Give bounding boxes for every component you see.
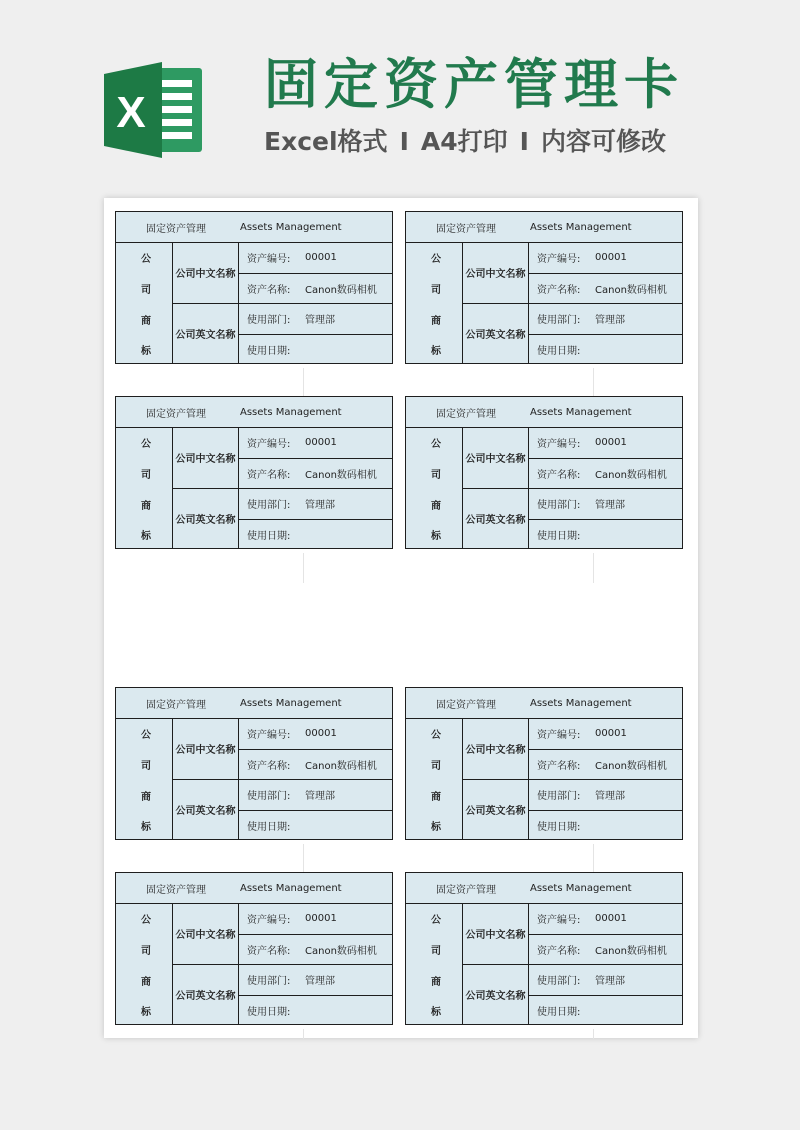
field-label: 使用部门: (537, 790, 581, 802)
card-header-cn: 固定资产管理 (436, 884, 496, 896)
company-logo-char: 标 (431, 1006, 441, 1018)
asset-field-row (537, 964, 625, 994)
field-label: 使用日期: (247, 345, 291, 357)
field-value[interactable]: Canon数码相机 (305, 945, 377, 957)
company-logo-char: 公 (431, 253, 441, 265)
company-cn-name-label: 公司中文名称 (465, 930, 526, 941)
company-logo-char: 商 (141, 315, 151, 327)
field-value[interactable]: 00001 (595, 436, 627, 448)
field-label: 资产编号: (537, 253, 581, 265)
field-label: 资产编号: (247, 729, 291, 741)
company-en-name-label: 公司英文名称 (465, 515, 526, 526)
field-label: 资产名称: (537, 469, 581, 481)
company-en-name-label: 公司英文名称 (465, 330, 526, 341)
field-label: 使用部门: (537, 314, 581, 326)
company-logo-char: 商 (141, 791, 151, 803)
asset-field-row (537, 458, 667, 488)
asset-field-row (247, 779, 335, 809)
company-cn-name-label: 公司中文名称 (175, 745, 236, 756)
card-header-en: Assets Management (530, 406, 632, 418)
sheet-gridline (593, 368, 594, 398)
field-value[interactable]: Canon数码相机 (305, 469, 377, 481)
company-logo-char: 标 (141, 1006, 151, 1018)
asset-field-row (247, 749, 377, 779)
field-label: 资产名称: (537, 284, 581, 296)
sheet-gridline (593, 1029, 594, 1039)
company-logo-char: 商 (431, 315, 441, 327)
asset-field-row (537, 779, 625, 809)
company-cn-name-label: 公司中文名称 (175, 454, 236, 465)
field-value[interactable]: 管理部 (305, 314, 335, 326)
field-label: 使用部门: (537, 975, 581, 987)
company-logo-char: 司 (431, 945, 441, 957)
asset-field-row (247, 242, 337, 272)
sheet-gridline (303, 1029, 304, 1039)
asset-field-row (537, 519, 595, 549)
card-header-en: Assets Management (530, 882, 632, 894)
company-logo-char: 公 (431, 438, 441, 450)
field-label: 资产名称: (247, 284, 291, 296)
card-header-cn: 固定资产管理 (436, 699, 496, 711)
company-cn-name-label: 公司中文名称 (175, 930, 236, 941)
field-value[interactable]: 管理部 (595, 975, 625, 987)
asset-field-row (247, 934, 377, 964)
company-logo-char: 商 (141, 976, 151, 988)
asset-card (405, 396, 683, 549)
company-logo-char: 公 (431, 914, 441, 926)
field-label: 资产名称: (247, 760, 291, 772)
card-header-en: Assets Management (240, 406, 342, 418)
asset-field-row (537, 303, 625, 333)
field-label: 资产名称: (247, 469, 291, 481)
sheet-gridline (593, 553, 594, 583)
banner (0, 0, 800, 200)
company-logo-char: 公 (141, 438, 151, 450)
field-label: 使用部门: (537, 499, 581, 511)
company-logo-char: 司 (141, 469, 151, 481)
company-logo-char: 公 (431, 729, 441, 741)
card-rule (528, 903, 529, 1024)
asset-field-row (247, 303, 335, 333)
field-value[interactable]: 管理部 (305, 975, 335, 987)
asset-field-row (537, 488, 625, 518)
excel-logo-icon (104, 62, 206, 158)
field-value[interactable]: 00001 (595, 727, 627, 739)
company-en-name-label: 公司英文名称 (465, 991, 526, 1002)
field-value[interactable]: 00001 (305, 912, 337, 924)
field-value[interactable]: 管理部 (595, 314, 625, 326)
field-label: 使用日期: (537, 530, 581, 542)
field-label: 资产编号: (247, 253, 291, 265)
field-label: 资产编号: (537, 438, 581, 450)
asset-field-row (247, 273, 377, 303)
field-value[interactable]: Canon数码相机 (595, 945, 667, 957)
field-label: 使用日期: (537, 821, 581, 833)
asset-card (115, 211, 393, 364)
company-logo-char: 司 (431, 469, 441, 481)
asset-field-row (537, 718, 627, 748)
field-label: 资产编号: (537, 729, 581, 741)
company-cn-name-label: 公司中文名称 (465, 745, 526, 756)
svg-text:X: X (116, 88, 146, 137)
sheet-gridline (593, 844, 594, 874)
company-cn-name-label: 公司中文名称 (465, 269, 526, 280)
asset-field-row (247, 718, 337, 748)
company-logo-char: 司 (141, 284, 151, 296)
asset-field-row (247, 964, 335, 994)
asset-field-row (247, 427, 337, 457)
company-logo-char: 公 (141, 729, 151, 741)
company-logo-char: 标 (431, 530, 441, 542)
sheet-gridline (303, 553, 304, 583)
field-label: 资产编号: (247, 438, 291, 450)
field-label: 资产名称: (537, 945, 581, 957)
card-header-en: Assets Management (530, 221, 632, 233)
field-value[interactable]: 管理部 (595, 499, 625, 511)
asset-field-row (537, 334, 595, 364)
company-logo-char: 标 (431, 821, 441, 833)
card-header-cn: 固定资产管理 (146, 223, 206, 235)
card-header-en: Assets Management (240, 221, 342, 233)
card-rule (238, 903, 239, 1024)
field-label: 资产编号: (247, 914, 291, 926)
company-en-name-label: 公司英文名称 (175, 991, 236, 1002)
card-rule (528, 242, 529, 363)
card-header-en: Assets Management (530, 697, 632, 709)
asset-card (405, 872, 683, 1025)
card-header-cn: 固定资产管理 (146, 408, 206, 420)
field-label: 使用日期: (247, 821, 291, 833)
subtitle-editable: 内容可修改 (540, 127, 666, 156)
field-value[interactable]: 00001 (595, 912, 627, 924)
field-value[interactable]: 管理部 (595, 790, 625, 802)
asset-field-row (537, 903, 627, 933)
field-value[interactable]: Canon数码相机 (595, 760, 667, 772)
asset-card (405, 687, 683, 840)
field-label: 使用部门: (247, 499, 291, 511)
company-cn-name-label: 公司中文名称 (175, 269, 236, 280)
company-logo-char: 商 (431, 791, 441, 803)
company-logo-char: 标 (141, 821, 151, 833)
field-value[interactable]: Canon数码相机 (595, 284, 667, 296)
company-en-name-label: 公司英文名称 (465, 806, 526, 817)
page-title: 固定资产管理卡 (264, 53, 684, 116)
asset-card (115, 687, 393, 840)
company-logo-char: 标 (141, 530, 151, 542)
field-label: 资产名称: (537, 760, 581, 772)
asset-card (405, 211, 683, 364)
field-label: 使用部门: (247, 790, 291, 802)
card-rule (238, 427, 239, 548)
asset-field-row (247, 458, 377, 488)
asset-field-row (537, 934, 667, 964)
card-header-en: Assets Management (240, 882, 342, 894)
field-value[interactable]: 管理部 (305, 790, 335, 802)
company-en-name-label: 公司英文名称 (175, 806, 236, 817)
asset-field-row (247, 810, 305, 840)
company-logo-char: 商 (141, 500, 151, 512)
company-logo-char: 商 (431, 500, 441, 512)
card-rule (238, 718, 239, 839)
subtitle-format: Excel格式 (264, 127, 388, 156)
card-header-cn: 固定资产管理 (146, 699, 206, 711)
subtitle-separator: I (399, 127, 409, 156)
field-value[interactable]: 00001 (305, 436, 337, 448)
company-logo-char: 标 (141, 345, 151, 357)
card-header-en: Assets Management (240, 697, 342, 709)
company-en-name-label: 公司英文名称 (175, 330, 236, 341)
field-value[interactable]: 00001 (595, 251, 627, 263)
field-value[interactable]: 管理部 (305, 499, 335, 511)
asset-card (115, 872, 393, 1025)
asset-card (115, 396, 393, 549)
company-logo-char: 司 (141, 760, 151, 772)
company-logo-char: 标 (431, 345, 441, 357)
page-subtitle (264, 124, 666, 160)
asset-field-row (537, 810, 595, 840)
field-label: 资产名称: (247, 945, 291, 957)
field-label: 使用日期: (247, 530, 291, 542)
asset-field-row (247, 519, 305, 549)
company-logo-char: 司 (141, 945, 151, 957)
sheet-gridline (303, 844, 304, 874)
card-header-cn: 固定资产管理 (436, 223, 496, 235)
spreadsheet-page (104, 198, 698, 1038)
field-label: 使用部门: (247, 975, 291, 987)
field-label: 使用日期: (537, 1006, 581, 1018)
card-header-cn: 固定资产管理 (436, 408, 496, 420)
field-label: 使用部门: (247, 314, 291, 326)
subtitle-print: A4打印 (420, 127, 508, 156)
company-logo-char: 司 (431, 760, 441, 772)
field-label: 资产编号: (537, 914, 581, 926)
company-logo-char: 公 (141, 253, 151, 265)
field-value[interactable]: Canon数码相机 (305, 284, 377, 296)
asset-field-row (247, 334, 305, 364)
asset-field-row (247, 903, 337, 933)
card-rule (238, 242, 239, 363)
company-en-name-label: 公司英文名称 (175, 515, 236, 526)
card-header-cn: 固定资产管理 (146, 884, 206, 896)
field-label: 使用日期: (537, 345, 581, 357)
field-value[interactable]: 00001 (305, 251, 337, 263)
card-rule (528, 718, 529, 839)
asset-field-row (537, 749, 667, 779)
card-rule (528, 427, 529, 548)
field-label: 使用日期: (247, 1006, 291, 1018)
asset-field-row (247, 488, 335, 518)
field-value[interactable]: Canon数码相机 (305, 760, 377, 772)
asset-field-row (537, 273, 667, 303)
company-logo-char: 司 (431, 284, 441, 296)
sheet-gridline (303, 368, 304, 398)
asset-field-row (537, 427, 627, 457)
asset-field-row (537, 242, 627, 272)
asset-field-row (537, 995, 595, 1025)
field-value[interactable]: 00001 (305, 727, 337, 739)
company-logo-char: 商 (431, 976, 441, 988)
company-logo-char: 公 (141, 914, 151, 926)
asset-field-row (247, 995, 305, 1025)
field-value[interactable]: Canon数码相机 (595, 469, 667, 481)
subtitle-separator: I (519, 127, 529, 156)
company-cn-name-label: 公司中文名称 (465, 454, 526, 465)
